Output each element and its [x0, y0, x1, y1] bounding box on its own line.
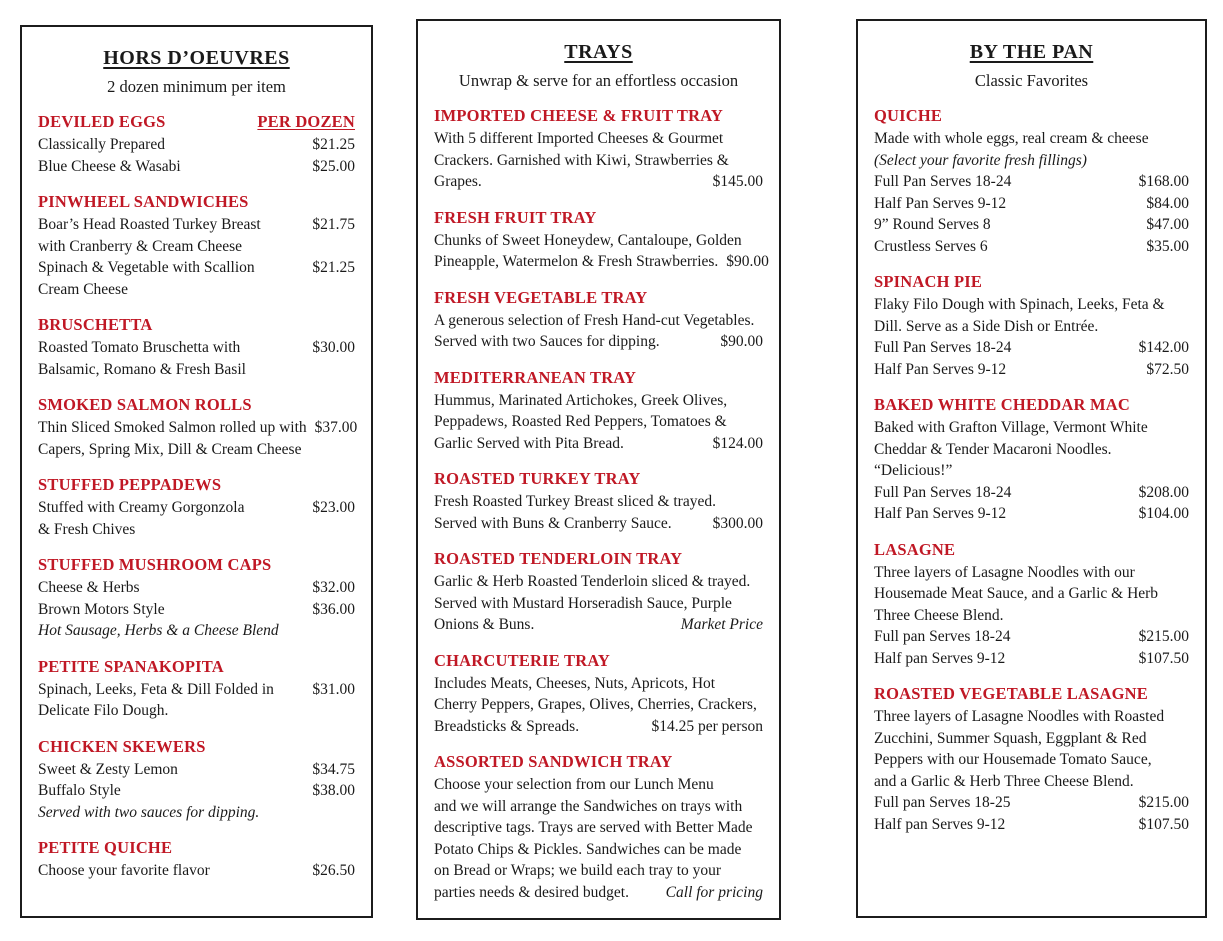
item-description: Three layers of Lasagne Noodles with Roasted — [874, 708, 1165, 725]
item-description: Cream Cheese — [38, 280, 128, 298]
item-name-text: CHARCUTERIE TRAY — [434, 650, 611, 670]
item-name-text: CHICKEN SKEWERS — [38, 736, 206, 756]
item-name — [38, 315, 355, 335]
item-line — [434, 882, 763, 904]
menu-item — [434, 651, 763, 738]
item-description: Stuffed with Creamy Gorgonzola — [38, 499, 245, 516]
item-line — [874, 728, 1189, 750]
menu-item — [434, 752, 763, 903]
item-line — [38, 359, 355, 381]
item-description: Cheese & Herbs — [38, 579, 140, 596]
item-line — [434, 673, 763, 695]
menu-item — [874, 272, 1189, 380]
item-name — [38, 112, 355, 132]
item-price: $145.00 — [712, 173, 763, 190]
item-description: Balsamic, Romano & Fresh Basil — [38, 360, 246, 378]
item-description: and we will arrange the Sandwiches on trays with — [434, 797, 743, 815]
column-subtitle: Unwrap & serve for an effortless occasion — [458, 71, 739, 90]
item-description: Three Cheese Blend. — [874, 606, 1004, 624]
item-name-text: STUFFED PEPPADEWS — [38, 475, 222, 494]
column-trays — [416, 19, 781, 920]
item-name-text: ROASTED VEGETABLE LASAGNE — [874, 684, 1148, 703]
menu-item — [38, 112, 355, 177]
menu-item — [38, 657, 355, 722]
menu-item — [434, 368, 763, 455]
item-name-text: SMOKED SALMON ROLLS — [38, 395, 252, 414]
item-name — [38, 192, 355, 212]
column-by-the-pan — [856, 19, 1207, 918]
item-description: Choose your selection from our Lunch Menu — [434, 776, 714, 793]
item-price: $21.25 — [312, 259, 355, 276]
item-line — [874, 706, 1189, 728]
item-line — [38, 417, 358, 439]
item-price: $72.50 — [1146, 360, 1189, 378]
item-name-text: BRUSCHETTA — [38, 315, 153, 334]
item-name-text: BAKED WHITE CHEDDAR MAC — [874, 395, 1130, 414]
item-name — [38, 475, 355, 495]
item-description: Full Pan Serves 18-24 — [874, 483, 1012, 501]
item-description: Three layers of Lasagne Noodles with our — [874, 563, 1135, 581]
item-description: Pineapple, Watermelon & Fresh Strawberries. — [434, 253, 719, 270]
menu-item — [38, 395, 358, 460]
item-line — [874, 294, 1189, 316]
item-description: Half pan Serves 9-12 — [874, 649, 1006, 667]
column-subtitle: 2 dozen minimum per item — [107, 77, 286, 96]
item-line — [874, 214, 1189, 236]
menu-item — [874, 106, 1189, 257]
item-name — [38, 838, 355, 858]
item-description: Served with two Sauces for dipping. — [434, 333, 660, 350]
item-description: Thin Sliced Smoked Salmon rolled up with — [38, 419, 307, 436]
item-line — [874, 626, 1189, 648]
item-name-text: LASAGNE — [874, 539, 956, 559]
item-line — [874, 460, 1189, 482]
item-line — [434, 774, 763, 796]
item-line — [38, 497, 355, 519]
item-line — [38, 780, 355, 802]
item-description: Fresh Roasted Turkey Breast sliced & trayed. — [434, 493, 716, 510]
item-description: Full Pan Serves 18-24 — [874, 173, 1012, 190]
item-name — [874, 684, 1189, 704]
item-description: Served with two sauces for dipping. — [38, 803, 260, 821]
item-name — [38, 395, 355, 415]
item-line — [874, 792, 1189, 814]
items-list — [874, 106, 1189, 835]
item-price: $300.00 — [712, 514, 763, 532]
item-description: and a Garlic & Herb Three Cheese Blend. — [874, 772, 1134, 790]
column-title: HORS D’OEUVRES — [103, 47, 290, 69]
item-price: $168.00 — [1138, 173, 1189, 190]
item-name-text: SPINACH PIE — [874, 272, 983, 291]
item-name-text: PETITE SPANAKOPITA — [38, 656, 224, 676]
item-name-text: MEDITERRANEAN TRAY — [434, 367, 637, 387]
item-name — [874, 540, 1189, 560]
item-name — [434, 208, 763, 228]
item-line — [434, 796, 763, 818]
menu-item — [434, 469, 763, 534]
item-line — [874, 193, 1189, 215]
item-description: Made with whole eggs, real cream & cheese — [874, 130, 1149, 147]
menu-item — [38, 555, 355, 642]
item-line — [434, 839, 763, 861]
item-description: Grapes. — [434, 173, 482, 190]
item-price: $90.00 — [720, 333, 763, 350]
item-name-text: FRESH VEGETABLE TRAY — [434, 287, 648, 307]
item-line — [434, 571, 763, 593]
item-description: on Bread or Wraps; we build each tray to your — [434, 862, 722, 879]
item-price: $37.00 — [314, 419, 358, 436]
item-line — [38, 214, 355, 236]
item-description: Peppadews, Roasted Red Peppers, Tomatoes & — [434, 413, 727, 430]
item-price: $215.00 — [1138, 794, 1189, 811]
item-line — [38, 577, 355, 599]
item-line — [874, 583, 1189, 605]
item-price: $84.00 — [1146, 194, 1189, 212]
item-name-text: ASSORTED SANDWICH TRAY — [434, 752, 673, 771]
item-line — [874, 439, 1189, 461]
item-line — [434, 817, 763, 839]
item-price: $32.00 — [312, 579, 355, 596]
item-name-text: FRESH FRUIT TRAY — [434, 207, 597, 227]
item-description: Breadsticks & Spreads. — [434, 717, 580, 735]
menu-item — [874, 395, 1189, 525]
menu-item — [434, 549, 763, 636]
item-line — [874, 749, 1189, 771]
item-price: $26.50 — [312, 862, 355, 879]
item-name-text: PINWHEEL SANDWICHES — [38, 192, 249, 211]
item-description: Dill. Serve as a Side Dish or Entrée. — [874, 317, 1099, 335]
item-price: $23.00 — [312, 499, 355, 516]
item-line — [434, 513, 763, 535]
items-list — [434, 106, 769, 903]
item-line — [874, 128, 1189, 150]
item-description: Baked with Grafton Village, Vermont White — [874, 419, 1148, 436]
item-line — [874, 482, 1189, 504]
menu-item — [38, 838, 355, 882]
item-description: Onions & Buns. — [434, 616, 535, 633]
item-price: $21.25 — [312, 136, 355, 153]
column-hors-doeuvres — [20, 25, 373, 918]
item-description: Potato Chips & Pickles. Sandwiches can be made — [434, 840, 742, 858]
item-description: Choose your favorite flavor — [38, 862, 210, 879]
item-description: Spinach & Vegetable with Scallion — [38, 259, 255, 276]
item-description: with Cranberry & Cream Cheese — [38, 237, 243, 255]
item-description: A generous selection of Fresh Hand-cut Vegetables. — [434, 311, 755, 329]
item-description: 9” Round Serves 8 — [874, 216, 991, 233]
item-line — [38, 257, 355, 279]
item-name-text: QUICHE — [874, 106, 943, 125]
item-line — [38, 134, 355, 156]
item-description: Flaky Filo Dough with Spinach, Leeks, Feta & — [874, 296, 1165, 313]
item-description: Brown Motors Style — [38, 600, 165, 618]
item-description: Sweet & Zesty Lemon — [38, 760, 178, 778]
item-price: $31.00 — [312, 680, 355, 698]
item-price: $30.00 — [312, 339, 355, 356]
item-price: $107.50 — [1138, 815, 1189, 833]
item-description: Hummus, Marinated Artichokes, Greek Olives, — [434, 391, 728, 409]
item-description: Hot Sausage, Herbs & a Cheese Blend — [38, 622, 279, 639]
item-line — [38, 700, 355, 722]
item-name — [874, 395, 1189, 415]
item-description: Roasted Tomato Bruschetta with — [38, 339, 241, 356]
item-name — [434, 469, 763, 489]
item-description: Full pan Serves 18-24 — [874, 628, 1011, 645]
item-description: Blue Cheese & Wasabi — [38, 157, 181, 175]
menu-item — [38, 475, 355, 540]
item-price: $215.00 — [1138, 628, 1189, 645]
item-description: Zucchini, Summer Squash, Eggplant & Red — [874, 729, 1147, 747]
item-line — [38, 236, 355, 258]
item-name — [38, 737, 355, 757]
item-line — [38, 156, 355, 178]
item-description: descriptive tags. Trays are served with Better Made — [434, 819, 753, 836]
item-description: Garlic Served with Pita Bread. — [434, 434, 624, 452]
item-line — [434, 593, 763, 615]
item-line — [874, 814, 1189, 836]
item-price: $21.75 — [312, 216, 355, 233]
item-description: Delicate Filo Dough. — [38, 702, 169, 719]
item-line — [874, 236, 1189, 258]
item-line — [874, 337, 1189, 359]
item-description: Crackers. Garnished with Kiwi, Strawberries & — [434, 151, 729, 169]
item-line — [874, 648, 1189, 670]
menu-item — [38, 192, 355, 300]
item-description: Crustless Serves 6 — [874, 237, 988, 255]
item-name — [434, 549, 763, 569]
item-price: $34.75 — [312, 760, 355, 778]
item-name — [434, 651, 763, 671]
item-line — [434, 614, 763, 636]
item-line — [38, 620, 355, 642]
item-description: Full pan Serves 18-25 — [874, 794, 1011, 811]
item-line — [38, 759, 355, 781]
item-price: Market Price — [680, 616, 763, 633]
item-price: Call for pricing — [665, 883, 763, 901]
item-name — [874, 272, 1189, 292]
item-line — [874, 150, 1189, 172]
item-line — [874, 316, 1189, 338]
menu-item — [434, 207, 769, 273]
menu-item — [874, 684, 1189, 835]
item-name-text: ROASTED TENDERLOIN TRAY — [434, 549, 683, 568]
item-price: $47.00 — [1146, 216, 1189, 233]
item-name-text: ROASTED TURKEY TRAY — [434, 469, 641, 488]
item-name-text: PETITE QUICHE — [38, 838, 173, 857]
item-line — [38, 599, 355, 621]
item-price: $25.00 — [312, 157, 355, 175]
item-name-text: IMPORTED CHEESE & FRUIT TRAY — [434, 106, 723, 125]
item-line — [38, 337, 355, 359]
item-line — [874, 417, 1189, 439]
item-name — [434, 288, 763, 308]
item-line — [38, 519, 355, 541]
item-description: Garlic & Herb Roasted Tenderloin sliced & trayed. — [434, 573, 751, 590]
item-price: $107.50 — [1138, 649, 1189, 667]
items-list — [38, 112, 358, 882]
item-line — [434, 860, 763, 882]
item-name — [434, 106, 763, 126]
item-description: Buffalo Style — [38, 782, 121, 799]
item-name — [434, 368, 763, 388]
item-description: Cherry Peppers, Grapes, Olives, Cherries, Crackers, — [434, 696, 757, 713]
item-price: $142.00 — [1138, 339, 1189, 356]
menu-item — [38, 737, 355, 824]
item-description: Chunks of Sweet Honeydew, Cantaloupe, Golden — [434, 231, 742, 249]
item-price: $38.00 — [312, 782, 355, 799]
item-description: With 5 different Imported Cheeses & Gourmet — [434, 130, 724, 147]
item-description: Half pan Serves 9-12 — [874, 815, 1006, 833]
menu-item — [434, 288, 763, 353]
item-description: & Fresh Chives — [38, 520, 136, 538]
item-line — [434, 150, 763, 172]
item-line — [434, 171, 763, 193]
item-description: Half Pan Serves 9-12 — [874, 194, 1007, 212]
item-price: $14.25 per person — [651, 717, 763, 735]
item-line — [38, 802, 355, 824]
item-line — [434, 694, 763, 716]
item-line — [874, 359, 1189, 381]
item-line — [434, 491, 763, 513]
item-line — [434, 433, 763, 455]
item-description: Classically Prepared — [38, 136, 165, 153]
item-line — [434, 390, 763, 412]
item-line — [434, 310, 763, 332]
item-description: Half Pan Serves 9-12 — [874, 505, 1007, 522]
column-title: TRAYS — [564, 41, 633, 63]
item-line — [874, 771, 1189, 793]
item-description: “Delicious!” — [874, 462, 953, 479]
item-line — [434, 251, 769, 273]
item-description: Capers, Spring Mix, Dill & Cream Cheese — [38, 440, 302, 458]
item-line — [874, 562, 1189, 584]
item-description: Served with Buns & Cranberry Sauce. — [434, 514, 672, 532]
item-line — [874, 171, 1189, 193]
item-line — [434, 716, 763, 738]
item-line — [38, 439, 355, 461]
item-description: Cheddar & Tender Macaroni Noodles. — [874, 440, 1112, 458]
item-price: $208.00 — [1138, 483, 1189, 501]
item-description: Includes Meats, Cheeses, Nuts, Apricots, Hot — [434, 674, 716, 692]
price-column-header: PER DOZEN — [257, 112, 355, 131]
item-price: $124.00 — [712, 434, 763, 452]
item-description: (Select your favorite fresh fillings) — [874, 151, 1087, 169]
item-line — [38, 679, 355, 701]
menu-item — [38, 315, 355, 380]
item-line — [434, 331, 763, 353]
item-description: Boar’s Head Roasted Turkey Breast — [38, 216, 261, 233]
item-description: Housemade Meat Sauce, and a Garlic & Herb — [874, 585, 1159, 602]
item-price: $36.00 — [312, 600, 355, 618]
item-name — [38, 657, 355, 677]
item-description: Half Pan Serves 9-12 — [874, 360, 1007, 378]
column-title: BY THE PAN — [969, 41, 1094, 63]
item-line — [434, 230, 763, 252]
item-price: $104.00 — [1138, 505, 1189, 522]
menu-item — [434, 106, 763, 193]
item-price: $35.00 — [1146, 237, 1189, 255]
item-description: Spinach, Leeks, Feta & Dill Folded in — [38, 680, 274, 698]
item-name-text: DEVILED EGGS — [38, 112, 166, 131]
item-description: Served with Mustard Horseradish Sauce, Purple — [434, 594, 732, 612]
item-line — [38, 860, 355, 882]
item-description: Peppers with our Housemade Tomato Sauce, — [874, 751, 1152, 768]
item-line — [434, 411, 763, 433]
item-price: $90.00 — [726, 253, 769, 270]
item-description: parties needs & desired budget. — [434, 883, 629, 901]
item-name — [38, 555, 355, 575]
item-name — [434, 752, 763, 772]
item-line — [434, 128, 763, 150]
column-subtitle: Classic Favorites — [974, 71, 1089, 90]
item-name — [874, 106, 1189, 126]
item-line — [874, 605, 1189, 627]
menu-item — [874, 540, 1189, 670]
item-line — [38, 279, 355, 301]
item-description: Full Pan Serves 18-24 — [874, 339, 1012, 356]
item-name-text: STUFFED MUSHROOM CAPS — [38, 555, 272, 574]
item-line — [874, 503, 1189, 525]
